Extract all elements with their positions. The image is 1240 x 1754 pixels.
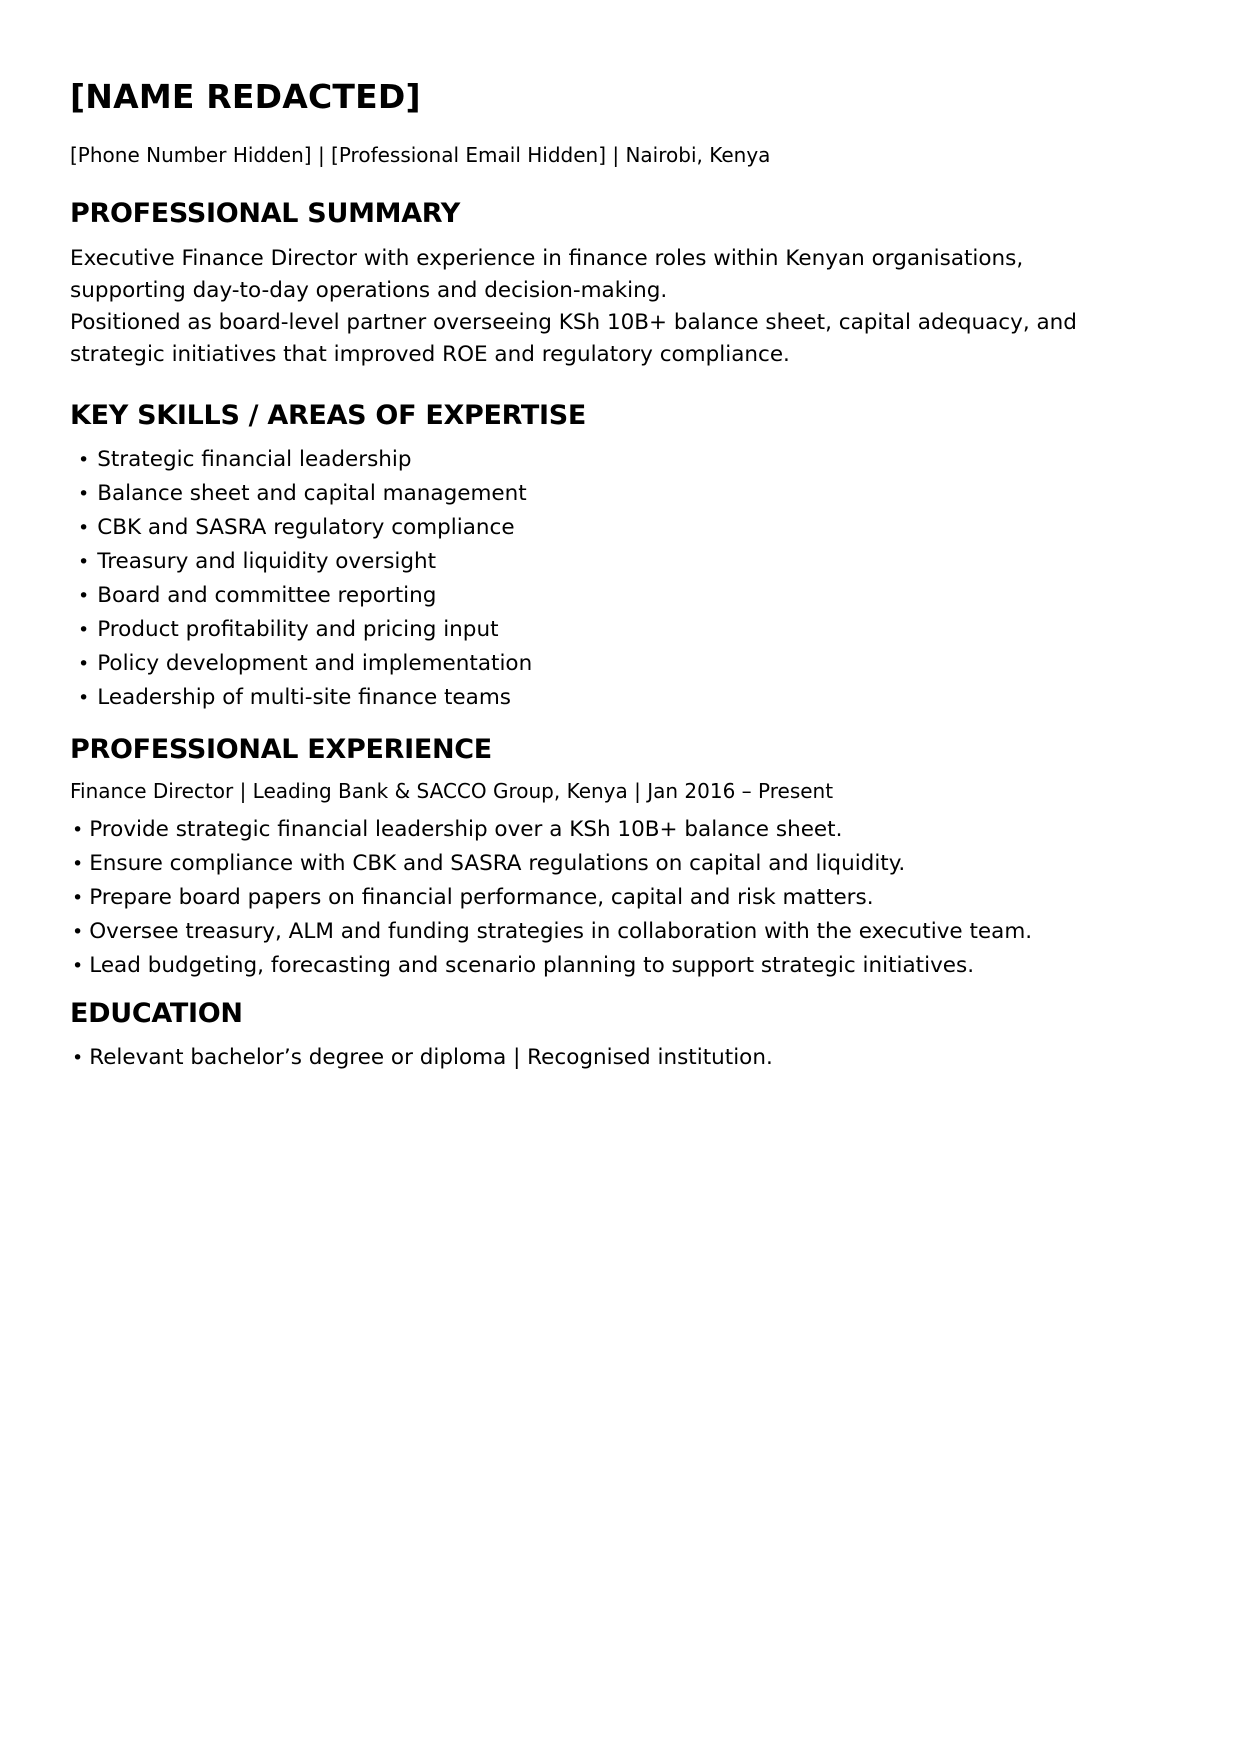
bullet-icon: •	[78, 517, 90, 539]
skill-item-label: Leadership of multi-site finance teams	[97, 685, 511, 710]
education-item-label: Relevant bachelor’s degree or diploma | Recognised institution.	[89, 1045, 773, 1070]
job-title-line: Finance Director | Leading Bank & SACCO Group, Kenya | Jan 2016 – Present	[70, 779, 834, 803]
skill-item	[70, 647, 1190, 681]
experience-list	[70, 813, 1190, 983]
experience-item	[70, 847, 1190, 881]
contact-line: [Phone Number Hidden] | [Professional Email Hidden] | Nairobi, Kenya	[70, 143, 771, 167]
summary-paragraph	[70, 243, 1190, 371]
bullet-icon: •	[78, 449, 90, 471]
bullet-icon: •	[78, 619, 90, 641]
experience-item-label: Ensure compliance with CBK and SASRA regulations on capital and liquidity.	[89, 851, 906, 876]
summary-line: strategic initiatives that improved ROE and regulatory compliance.	[70, 342, 790, 367]
education-list	[70, 1041, 1190, 1075]
bullet-icon: •	[72, 887, 84, 909]
bullet-icon: •	[72, 1047, 84, 1069]
bullet-icon: •	[78, 687, 90, 709]
experience-item	[70, 915, 1190, 949]
skill-item-label: Strategic financial leadership	[97, 447, 412, 472]
section-professional-experience	[70, 733, 1190, 983]
section-professional-summary	[70, 197, 1190, 371]
section-key-skills	[70, 399, 1190, 715]
bullet-icon: •	[72, 853, 84, 875]
skill-item-label: Treasury and liquidity oversight	[97, 549, 437, 574]
skill-item	[70, 613, 1190, 647]
professional-summary-heading: PROFESSIONAL SUMMARY	[70, 198, 461, 229]
skill-item	[70, 579, 1190, 613]
experience-item	[70, 813, 1190, 847]
experience-item-label: Oversee treasury, ALM and funding strategies in collaboration with the executive team.	[89, 919, 1033, 944]
skill-item	[70, 477, 1190, 511]
skill-item-label: CBK and SASRA regulatory compliance	[97, 515, 515, 540]
bullet-icon: •	[72, 921, 84, 943]
experience-item-label: Lead budgeting, forecasting and scenario planning to support strategic initiatives.	[89, 953, 975, 978]
skill-item	[70, 511, 1190, 545]
experience-item-label: Provide strategic financial leadership over a KSh 10B+ balance sheet.	[89, 817, 843, 842]
key-skills-heading: KEY SKILLS / AREAS OF EXPERTISE	[70, 400, 587, 431]
education-heading: EDUCATION	[70, 998, 243, 1029]
skill-item	[70, 681, 1190, 715]
summary-line: Positioned as board-level partner overseeing KSh 10B+ balance sheet, capital adequacy, and	[70, 310, 1077, 335]
bullet-icon: •	[72, 819, 84, 841]
summary-line: supporting day-to-day operations and decision-making.	[70, 278, 668, 303]
skill-item	[70, 545, 1190, 579]
experience-item-label: Prepare board papers on financial performance, capital and risk matters.	[89, 885, 874, 910]
skill-item-label: Balance sheet and capital management	[97, 481, 527, 506]
skill-item	[70, 443, 1190, 477]
experience-item	[70, 949, 1190, 983]
bullet-icon: •	[78, 653, 90, 675]
bullet-icon: •	[78, 551, 90, 573]
bullet-icon: •	[78, 585, 90, 607]
skill-item-label: Policy development and implementation	[97, 651, 533, 676]
bullet-icon: •	[78, 483, 90, 505]
candidate-name: [NAME REDACTED]	[70, 77, 421, 116]
skill-item-label: Product profitability and pricing input	[97, 617, 499, 642]
skill-item-label: Board and committee reporting	[97, 583, 437, 608]
skills-list	[70, 443, 1190, 715]
experience-item	[70, 881, 1190, 915]
bullet-icon: •	[72, 955, 84, 977]
summary-line: Executive Finance Director with experience in finance roles within Kenyan organisations,	[70, 246, 1024, 271]
education-item	[70, 1041, 1190, 1075]
section-education	[70, 997, 1190, 1075]
professional-experience-heading: PROFESSIONAL EXPERIENCE	[70, 734, 492, 765]
